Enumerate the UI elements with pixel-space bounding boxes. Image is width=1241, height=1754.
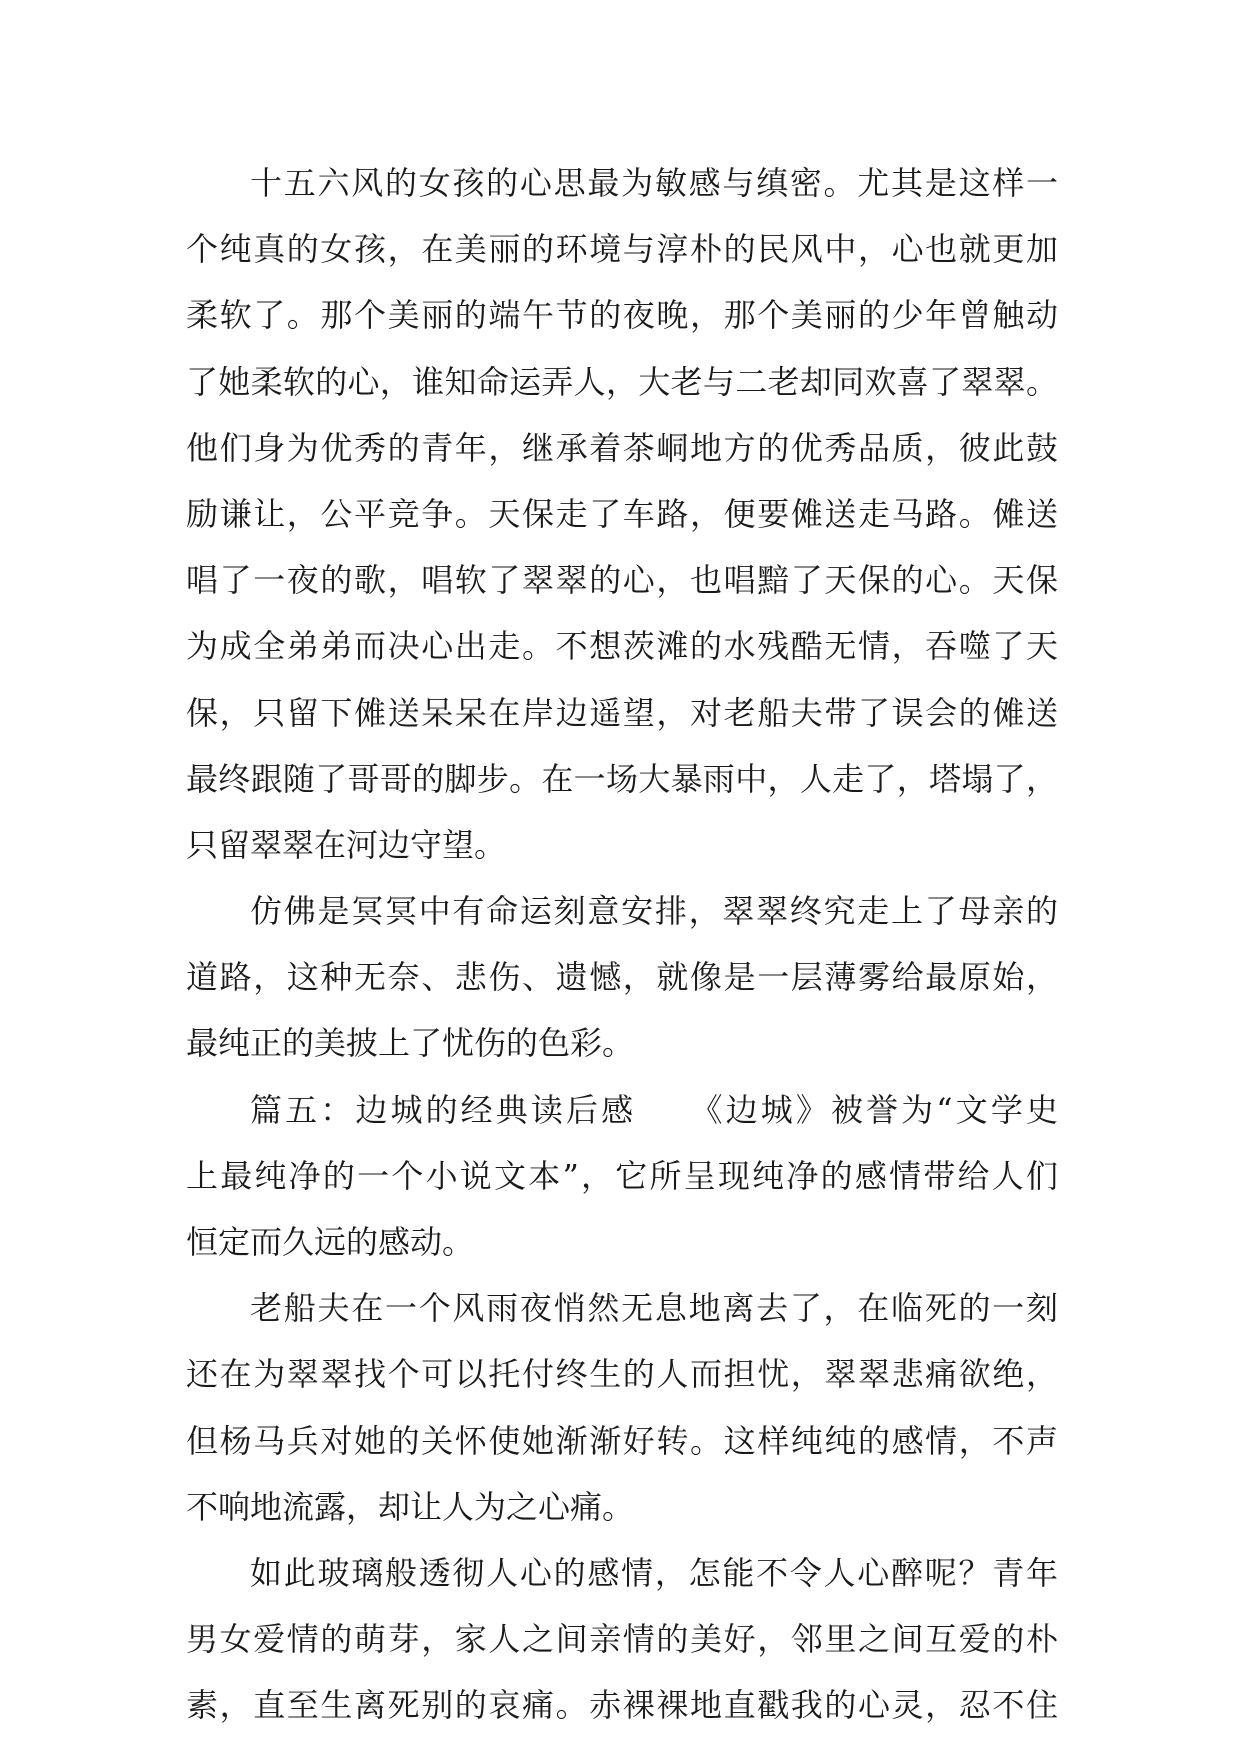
text-line: 还在为翠翠找个可以托付终生的人而担忧，翠翠悲痛欲绝， bbox=[186, 1355, 1058, 1394]
text-line: 仿佛是冥冥中有命运刻意安排，翠翠终究走上了母亲的 bbox=[250, 892, 1058, 931]
text-line: 十五六风的女孩的心思最为敏感与缜密。尤其是这样一 bbox=[250, 164, 1058, 202]
text-line: 不响地流露，却让人为之心痛。 bbox=[186, 1487, 635, 1526]
document-body bbox=[186, 150, 1058, 1739]
text-line: 道路，这种无奈、悲伤、遗憾，就像是一层薄雾给最原始， bbox=[186, 958, 1058, 997]
text-line: 保，只留下傩送呆呆在岸边遥望，对老船夫带了误会的傩送 bbox=[186, 693, 1058, 732]
text-line: 但杨马兵对她的关怀使她渐渐好转。这样纯纯的感情，不声 bbox=[186, 1421, 1058, 1460]
text-line: 柔软了。那个美丽的端午节的夜晚，那个美丽的少年曾触动 bbox=[186, 296, 1058, 335]
text-line: 上最纯净的一个小说文本”，它所呈现纯净的感情带给人们 bbox=[186, 1156, 1058, 1195]
text-line: 个纯真的女孩，在美丽的环境与淳朴的民风中，心也就更加 bbox=[186, 230, 1058, 269]
text-line: 素，直至生离死别的哀痛。赤裸裸地直戳我的心灵，忍不住 bbox=[186, 1686, 1058, 1725]
text-line: 为成全弟弟而决心出走。不想茨滩的水残酷无情，吞噬了天 bbox=[186, 627, 1058, 666]
text-line: 他们身为优秀的青年，继承着茶峒地方的优秀品质，彼此鼓 bbox=[186, 428, 1058, 467]
text-line: 最纯正的美披上了忧伤的色彩。 bbox=[186, 1024, 635, 1063]
text-line: 唱了一夜的歌，唱软了翠翠的心，也唱黯了天保的心。天保 bbox=[186, 561, 1058, 600]
text-line: 恒定而久远的感动。 bbox=[186, 1223, 475, 1261]
text-line: 老船夫在一个风雨夜悄然无息地离去了，在临死的一刻 bbox=[250, 1289, 1058, 1328]
text-line: 最终跟随了哥哥的脚步。在一场大暴雨中，人走了，塔塌了， bbox=[186, 759, 1058, 798]
section-heading-line: 篇五：边城的经典读后感 《边城》被誉为“文学史 bbox=[250, 1090, 1058, 1129]
text-line: 了她柔软的心，谁知命运弄人，大老与二老却同欢喜了翠翠。 bbox=[186, 362, 1058, 401]
text-line: 只留翠翠在河边守望。 bbox=[186, 825, 507, 864]
text-line: 励谦让，公平竞争。天保走了车路，便要傩送走马路。傩送 bbox=[186, 494, 1058, 533]
text-line: 男女爱情的萌芽，家人之间亲情的美好，邻里之间互爱的朴 bbox=[186, 1620, 1058, 1659]
text-line: 如此玻璃般透彻人心的感情，怎能不令人心醉呢？青年 bbox=[250, 1553, 1058, 1592]
